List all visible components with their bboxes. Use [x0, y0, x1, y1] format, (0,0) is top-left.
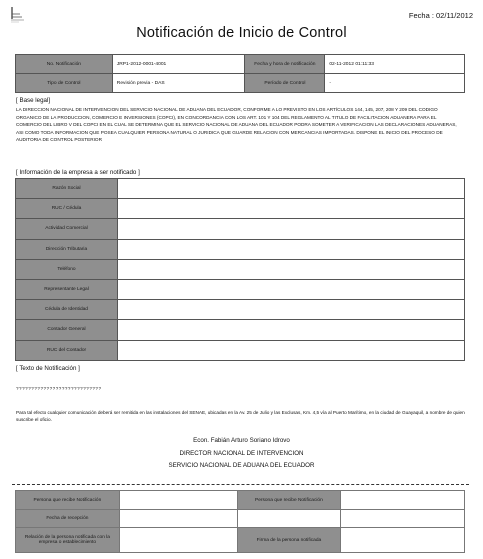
direccion-value [118, 239, 465, 259]
recepcion-table [15, 490, 465, 553]
empresa-heading: [ Información de la empresa a ser notificado ] [16, 169, 140, 176]
direccion-label: Dirección Tributaria [16, 239, 118, 259]
relacion-value [119, 528, 237, 553]
empty-cell [237, 510, 341, 528]
relacion-label: Relación de la persona notificada con la empresa o establecimiento [16, 528, 120, 553]
persona-recibe-value [119, 491, 237, 510]
texto-note: Para tal efecto cualquier comunicación deberá ser remitida en las instalaciones del SENAE, ubicadas en la Av. 25 de Julio y las Exclusas, Km. 4,5 vía al Puerto Marítimo, en la ciudad de Guayaquil, a nombre de quien suscribe el oficio. [16, 410, 465, 423]
ruc-value [118, 199, 465, 219]
table-row [16, 279, 465, 299]
tipo-control-value: Revisión previa - DAS [112, 74, 245, 93]
persona-recibe-value-2 [341, 491, 465, 510]
texto-placeholder: ???????????????????????????? [16, 386, 102, 391]
table-row [16, 300, 465, 320]
table-row [16, 55, 465, 74]
fecha-header [409, 11, 473, 20]
empresa-table [15, 178, 465, 361]
fecha-hora-value: 02-11-2012 01:11:33 [325, 55, 465, 74]
table-row [16, 199, 465, 219]
actividad-label: Actividad Comercial [16, 219, 118, 239]
fecha-hora-label: Fecha y hora de notificación [245, 55, 325, 74]
table-row [16, 510, 465, 528]
ruc-contador-label: RUC del Contador [16, 340, 118, 360]
summary-table [15, 54, 465, 93]
firma-label: Firma de la persona notificada [237, 528, 341, 553]
fecha-recepcion-label: Fecha de recepción [16, 510, 120, 528]
table-row [16, 219, 465, 239]
tipo-control-label: Tipo de Control [16, 74, 113, 93]
ruc-contador-value [118, 340, 465, 360]
table-row [16, 179, 465, 199]
razon-social-label: Razón Social [16, 179, 118, 199]
fecha-value: 02/11/2012 [436, 11, 473, 20]
cedula-label: Cédula de Identidad [16, 300, 118, 320]
page-title: Notificación de Inicio de Control [136, 25, 347, 41]
contador-value [118, 320, 465, 340]
persona-recibe-label-2: Persona que recibe Notificación [237, 491, 341, 510]
fecha-label: Fecha : [408, 11, 434, 20]
signatory-role: DIRECTOR NACIONAL DE INTERVENCION [179, 450, 304, 457]
table-row [16, 239, 465, 259]
cedula-value [118, 300, 465, 320]
no-notificacion-value: JRP1-2012-0001-4001 [112, 55, 245, 74]
fecha-recepcion-value [119, 510, 237, 528]
texto-heading: [ Texto de Notificación ] [16, 365, 80, 372]
empty-cell [341, 510, 465, 528]
representante-label: Representante Legal [16, 279, 118, 299]
table-row [16, 259, 465, 279]
table-row [16, 320, 465, 340]
telefono-value [118, 259, 465, 279]
table-row [16, 340, 465, 360]
base-legal-heading: [ Base legal] [16, 97, 51, 104]
cut-line [12, 484, 469, 485]
actividad-value [118, 219, 465, 239]
periodo-value: - [325, 74, 465, 93]
table-row [16, 528, 465, 553]
persona-recibe-label: Persona que recibe Notificación [16, 491, 120, 510]
ruc-label: RUC / Cédula [16, 199, 118, 219]
periodo-label: Período de Control [245, 74, 325, 93]
table-row [16, 74, 465, 93]
table-row [16, 491, 465, 510]
signatory-name: Econ. Fabián Arturo Soriano Idrovo [193, 437, 290, 444]
signatory-org: SERVICIO NACIONAL DE ADUANA DEL ECUADOR [168, 462, 315, 469]
senae-logo [8, 4, 30, 24]
razon-social-value [118, 179, 465, 199]
telefono-label: Teléfono [16, 259, 118, 279]
no-notificacion-label: No. Notificación [16, 55, 113, 74]
representante-value [118, 279, 465, 299]
firma-value [341, 528, 465, 553]
base-legal-text: LA DIRECCION NACIONAL DE INTERVENCION DEL SERVICIO NACIONAL DE ADUANA DEL ECUADOR, CONFORME A LO PREVISTO EN LOS ARTÍCULOS 144, 145, 207, 208 Y 209 DEL CODIGO ORGANICO DE LA PRODUCCION, COMERCIO E INVERSIONES (COPCI), EN CONCORDANCIA CON LOS ART. 101 Y 104 DEL REGLAMENTO AL TITULO DE FACILITACION ADUANERA PARA EL COMERCIO DEL LIBRO V DEL COPCI EN EL CUAL SE DETERMINA QUE EL SERVICIO NACIONAL DE ADUANA DEL ECUADOR PODRA SOMETER A VERIFICACION LAS DECLARACIONES ADUANERAS, ASI COMO TODA INFORMACION QUE POSEA CUALQUIER PERSONA NATURAL O JURIDICA QUE GUARDE RELACION CON MERCANCIAS IMPORTADAS. DISPONE EL INICIO DEL PROCESO DE AUDITORIA DE CONTROL POSTERIOR [16, 107, 457, 143]
contador-label: Contador General [16, 320, 118, 340]
